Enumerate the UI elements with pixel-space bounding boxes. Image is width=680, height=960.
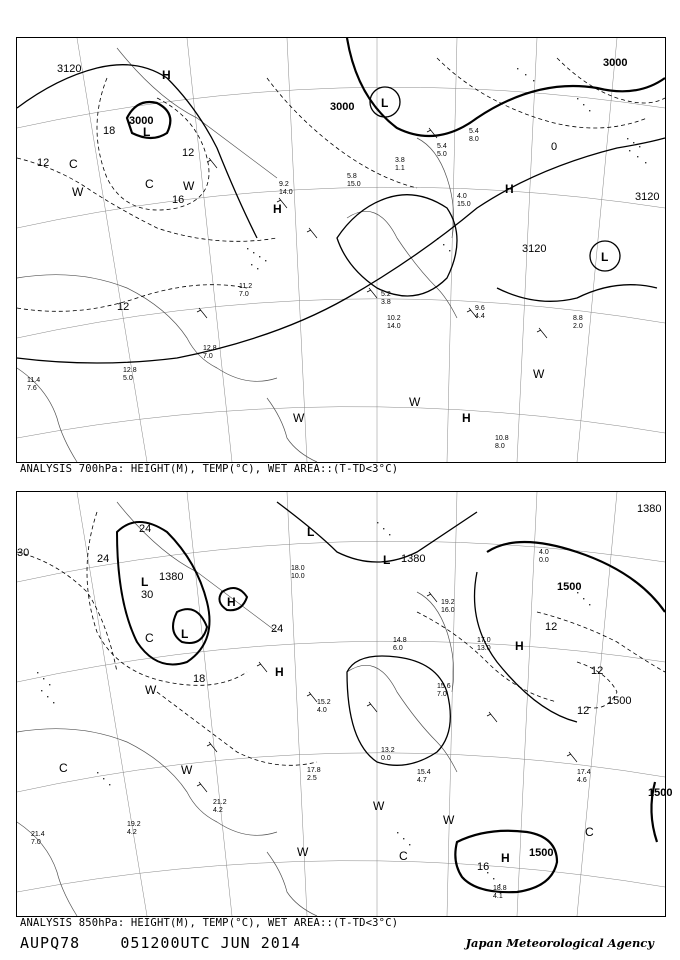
temperature-label: 30 (17, 547, 30, 559)
contour-label: 1500 (648, 787, 673, 799)
cold-center-marker: C (145, 631, 154, 645)
low-center-marker: L (383, 553, 391, 567)
station-dewpoint-depression: 4.0 (317, 707, 327, 714)
cold-center-marker: C (145, 177, 154, 191)
station-temp: 17.0 (477, 637, 491, 644)
station-dewpoint-depression: 16.0 (441, 607, 455, 614)
warm-center-marker: W (409, 395, 421, 409)
low-center-marker: L (143, 125, 151, 139)
station-dewpoint-depression: 7.0 (31, 839, 41, 846)
low-center-marker: L (601, 250, 609, 264)
low-center-marker: L (381, 96, 389, 110)
temperature-label: 24 (271, 623, 284, 635)
cold-center-marker: C (399, 849, 408, 863)
station-dewpoint-depression: 15.0 (347, 181, 361, 188)
station-temp: 14.8 (393, 637, 407, 644)
warm-center-marker: W (533, 367, 545, 381)
high-center-marker: H (505, 182, 514, 196)
station-dewpoint-depression: 5.0 (437, 151, 447, 158)
coastline (17, 48, 457, 462)
station-temp: 10.8 (495, 435, 509, 442)
panel-caption-700: ANALYSIS 700hPa: HEIGHT(M), TEMP(°C), WET AREA::(T-TD<3°C) (20, 463, 399, 475)
station-dewpoint-depression: 4.2 (127, 829, 137, 836)
station-temp: 9.2 (279, 181, 289, 188)
contour-label: 3000 (330, 101, 355, 113)
station-temp: 13.2 (381, 747, 395, 754)
analysis-map-850hpa (16, 491, 673, 917)
station-temp: 10.2 (387, 315, 401, 322)
valid-datetime: 051200UTC JUN 2014 (120, 934, 301, 952)
warm-center-marker: W (297, 845, 309, 859)
warm-center-marker: W (72, 185, 84, 199)
high-center-marker: H (162, 68, 171, 82)
station-temp: 3.8 (395, 157, 405, 164)
station-dewpoint-depression: 7.0 (203, 353, 213, 360)
station-temp: 21.2 (213, 799, 227, 806)
temperature-label: 16 (477, 861, 490, 873)
station-dewpoint-depression: 7.6 (27, 385, 37, 392)
station-temp: 15.4 (417, 769, 431, 776)
station-temp: 19.2 (127, 821, 141, 828)
contour-label: 1500 (607, 695, 632, 707)
station-temp: 4.0 (539, 549, 549, 556)
station-temp: 18.8 (493, 885, 507, 892)
temperature-label: 30 (141, 589, 154, 601)
contour-label-group (159, 503, 672, 859)
warm-center-marker: W (145, 683, 157, 697)
coastline (17, 502, 457, 916)
warm-center-marker: W (443, 813, 455, 827)
station-dewpoint-depression: 7.0 (437, 691, 447, 698)
cold-center-marker: C (69, 157, 78, 171)
station-dewpoint-depression: 3.8 (381, 299, 391, 306)
station-dewpoint-depression: 4.4 (475, 313, 485, 320)
station-temp: 11.4 (27, 377, 41, 384)
station-dewpoint-depression: 2.5 (307, 775, 317, 782)
high-center-marker: H (273, 202, 282, 216)
wind-barbs (197, 128, 547, 338)
station-dewpoint-depression: 10.0 (291, 573, 305, 580)
temperature-label: 12 (545, 621, 558, 633)
station-dewpoint-depression: 4.7 (417, 777, 427, 784)
station-dewpoint-depression: 7.0 (239, 291, 249, 298)
temperature-label: 12 (117, 301, 130, 313)
station-dewpoint-depression: 2.0 (573, 323, 583, 330)
contour-label: 3120 (522, 243, 547, 255)
chart-identifier (20, 934, 301, 952)
station-temp: 19.2 (441, 599, 455, 606)
station-dewpoint-depression: 4.6 (577, 777, 587, 784)
temperature-label: 18 (103, 125, 116, 137)
low-center-marker: L (307, 525, 315, 539)
station-dewpoint-depression: 5.0 (123, 375, 133, 382)
station-dewpoint-depression: 14.0 (279, 189, 293, 196)
panel-caption-850: ANALYSIS 850hPa: HEIGHT(M), TEMP(°C), WET AREA::(T-TD<3°C) (20, 917, 399, 929)
temperature-label: 12 (182, 147, 195, 159)
station-temp: 5.4 (437, 143, 447, 150)
temperature-label: 12 (37, 157, 50, 169)
temperature-label: 12 (591, 665, 604, 677)
station-temp: 5.2 (381, 291, 391, 298)
station-plot-group (31, 549, 591, 900)
contour-label: 3000 (603, 57, 628, 69)
station-temp: 17.4 (577, 769, 591, 776)
map-canvas-700 (17, 38, 665, 462)
station-temp: 15.2 (317, 699, 331, 706)
station-temp: 17.8 (307, 767, 321, 774)
station-dewpoint-depression: 4.1 (493, 893, 503, 900)
temperature-label: 18 (193, 673, 206, 685)
station-dewpoint-depression: 0.0 (381, 755, 391, 762)
graticule (17, 492, 665, 916)
high-center-marker: H (515, 639, 524, 653)
station-temp: 4.0 (457, 193, 467, 200)
station-dewpoint-depression: 8.0 (495, 443, 505, 450)
bulletin-code: AUPQ78 (20, 934, 81, 952)
warm-center-marker: W (183, 179, 195, 193)
station-temp: 15.6 (437, 683, 451, 690)
temperature-label: 12 (577, 705, 590, 717)
height-contours (117, 502, 665, 892)
station-dewpoint-depression: 1.1 (395, 165, 405, 172)
temperature-label-group (37, 125, 557, 313)
high-center-marker: H (275, 665, 284, 679)
high-center-marker: H (227, 595, 236, 609)
temperature-label: 24 (97, 553, 110, 565)
station-dewpoint-depression: 15.0 (457, 201, 471, 208)
contour-label: 1380 (159, 571, 184, 583)
map-canvas-850 (17, 492, 673, 916)
station-dewpoint-depression: 4.2 (213, 807, 223, 814)
station-temp: 12.8 (203, 345, 217, 352)
station-dewpoint-depression: 14.0 (387, 323, 401, 330)
analysis-map-700hpa (16, 37, 666, 463)
station-temp: 5.8 (347, 173, 357, 180)
agency-credit: Japan Meteorological Agency (465, 936, 654, 950)
station-temp: 12.8 (123, 367, 137, 374)
warm-center-marker: W (181, 763, 193, 777)
warm-center-marker: W (293, 411, 305, 425)
wet-area-stipple (247, 68, 646, 269)
contour-label: 3000 (129, 115, 154, 127)
station-dewpoint-depression: 0.0 (539, 557, 549, 564)
cold-center-marker: C (59, 761, 68, 775)
high-center-marker: H (501, 851, 510, 865)
station-temp: 18.0 (291, 565, 305, 572)
station-dewpoint-depression: 13.0 (477, 645, 491, 652)
contour-label: 3120 (635, 191, 660, 203)
contour-label: 1380 (637, 503, 662, 515)
height-contours (17, 38, 665, 363)
station-dewpoint-depression: 8.0 (469, 136, 479, 143)
station-dewpoint-depression: 6.0 (393, 645, 403, 652)
station-temp: 11.2 (239, 283, 253, 290)
temperature-label: 24 (139, 523, 152, 535)
wind-barbs (197, 592, 577, 792)
station-temp: 21.4 (31, 831, 45, 838)
temperature-label-group (17, 523, 603, 873)
contour-label: 1500 (529, 847, 554, 859)
station-temp: 5.4 (469, 128, 479, 135)
low-center-marker: L (141, 575, 149, 589)
temperature-label: 16 (172, 194, 185, 206)
contour-label: 3120 (57, 63, 82, 75)
station-temp: 9.6 (475, 305, 485, 312)
warm-center-marker: W (373, 799, 385, 813)
high-center-marker: H (462, 411, 471, 425)
low-center-marker: L (181, 627, 189, 641)
contour-label: 1380 (401, 553, 426, 565)
temperature-label: 0 (551, 141, 558, 153)
station-temp: 8.8 (573, 315, 583, 322)
center-marker-group (59, 525, 594, 865)
contour-label: 1500 (557, 581, 582, 593)
cold-center-marker: C (585, 825, 594, 839)
